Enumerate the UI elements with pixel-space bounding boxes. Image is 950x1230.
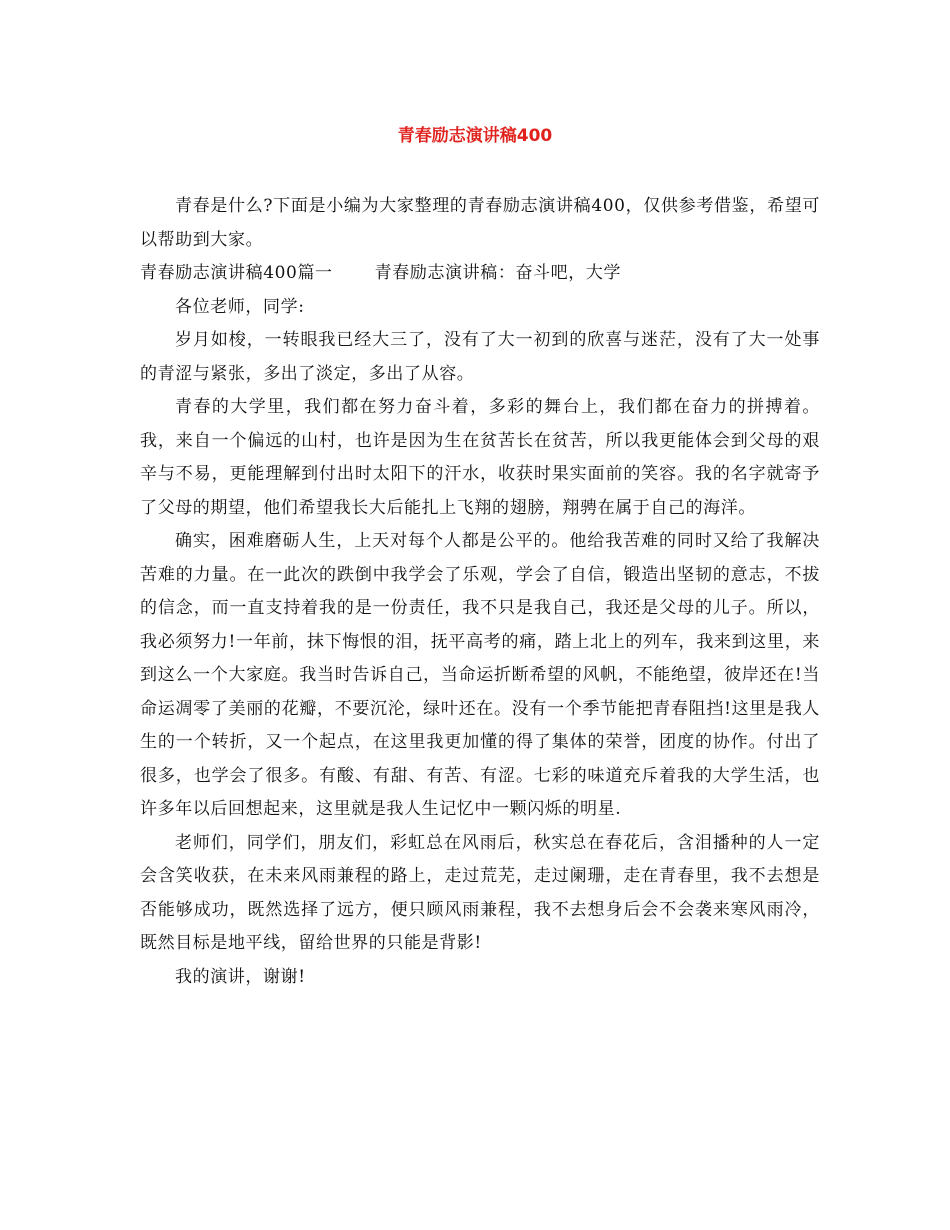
heading-spacer <box>333 257 375 291</box>
greeting-paragraph: 各位老师，同学: <box>175 296 305 317</box>
section-label: 青春励志演讲稿400篇一 <box>140 263 333 283</box>
document-body <box>140 190 820 994</box>
body-paragraph: 青春的大学里，我们都在努力奋斗着，多彩的舞台上，我们都在奋力的拼搏着。我，来自一个偏远的山村，也许是因为生在贫苦长在贫苦，所以我更能体会到父母的艰辛与不易，更能理解到付出时太阳下的汗水，收获时果实面前的笑容。我的名字就寄予了父母的期望，他们希望我长大后能扎上飞翔的翅膀，翔骋在属于自己的海洋。 <box>140 397 820 518</box>
body-paragraph: 确实，困难磨砺人生，上天对每个人都是公平的。他给我苦难的同时又给了我解决苦难的力量。在一此次的跌倒中我学会了乐观，学会了自信，锻造出坚韧的意志，不拔的信念，而一直支持着我的是一份责任，我不只是我自己，我还是父母的儿子。所以，我必须努力!一年前，抹下悔恨的泪，抚平高考的痛，踏上北上的列车，我来到这里，来到这么一个大家庭。我当时告诉自己，当命运折断希望的风帆，不能绝望，彼岸还在!当命运凋零了美丽的花瓣，不要沉沦，绿叶还在。没有一个季节能把青春阻挡!这里是我人生的一个转折，又一个起点，在这里我更加懂的得了集体的荣誉，团度的协作。付出了很多，也学会了很多。有酸、有甜、有苦、有涩。七彩的味道充斥着我的大学生活，也许多年以后回想起来，这里就是我人生记忆中一颗闪烁的明星. <box>140 531 820 819</box>
document-title: 青春励志演讲稿400 <box>397 126 553 146</box>
closing-paragraph: 我的演讲，谢谢! <box>175 966 306 987</box>
body-paragraph: 老师们，同学们，朋友们，彩虹总在风雨后，秋实总在春花后，含泪播种的人一定会含笑收获，在未来风雨兼程的路上，走过荒芜，走过阑珊，走在青春里，我不去想是否能够成功，既然选择了远方，便只顾风雨兼程，我不去想身后会不会袭来寒风雨冷，既然目标是地平线，留给世界的只能是背影! <box>140 832 820 953</box>
intro-paragraph: 青春是什么?下面是小编为大家整理的青春励志演讲稿400，仅供参考借鉴，希望可以帮助到大家。 <box>140 196 820 250</box>
body-paragraph: 岁月如梭，一转眼我已经大三了，没有了大一初到的欣喜与迷茫，没有了大一处事的青涩与紧张，多出了淡定，多出了从容。 <box>140 330 820 384</box>
section-title: 青春励志演讲稿：奋斗吧，大学 <box>374 263 622 283</box>
section-heading <box>140 257 820 291</box>
